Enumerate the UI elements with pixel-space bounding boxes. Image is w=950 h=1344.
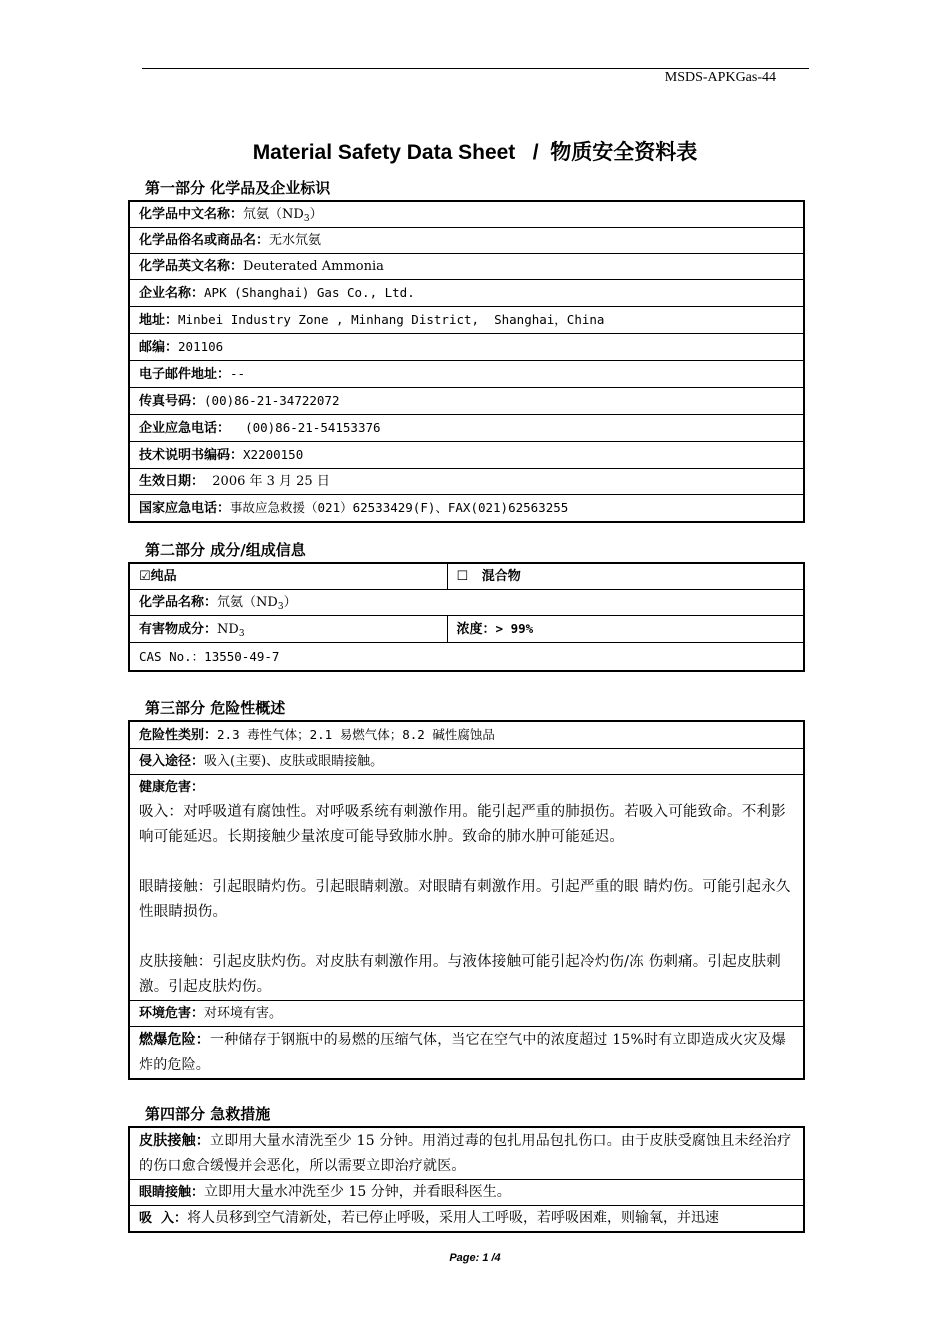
mixture-checkbox: ☐ 混合物: [456, 569, 521, 584]
subscript: 3: [277, 602, 284, 612]
table-row: [129, 563, 804, 590]
first-aid-eye-label: 眼睛接触：: [139, 1185, 205, 1200]
table-row: [129, 643, 804, 672]
table-row: [129, 1180, 804, 1206]
row-value: APK (Shanghai) Gas Co., Ltd.: [204, 285, 415, 300]
row-label: 企业名称：: [139, 286, 205, 301]
env-value: 对环境有害。: [204, 1006, 283, 1021]
route-value: 吸入(主要)、皮肤或眼睛接触。: [204, 754, 384, 769]
table-row: [129, 1027, 804, 1080]
hazard-category-label: 危险性类别：: [139, 728, 218, 743]
table-row: [129, 469, 804, 495]
row-label: 化学品俗名或商品名：: [139, 233, 270, 248]
row-label: 化学品中文名称：: [139, 207, 244, 222]
first-aid-skin-label: 皮肤接触：: [139, 1133, 210, 1149]
chem-name-value: 氘氨（ND: [217, 595, 278, 610]
row-value: X2200150: [243, 447, 304, 462]
table-row: [129, 1001, 804, 1027]
table-row: [129, 415, 804, 442]
health-inhalation: 吸入：对呼吸道有腐蚀性。对呼吸系统有刺激作用。能引起严重的肺损伤。若吸入可能致命。不利影响可能延迟。长期接触少量浓度可能导致肺水肿。致命的肺水肿可能延迟。: [139, 804, 786, 845]
table-row: [129, 721, 804, 749]
section2-title: 第二部分 成分/组成信息: [145, 541, 306, 559]
row-label: 生效日期：: [139, 474, 205, 489]
first-aid-eye-value: 立即用大量水冲洗至少 15 分钟，并看眼科医生。: [204, 1184, 511, 1200]
table-row: [129, 334, 804, 361]
table-row: [129, 254, 804, 280]
hazard-comp-label: 有害物成分：: [139, 621, 218, 637]
table-row: [129, 228, 804, 254]
first-aid-inhale-label: 吸 入：: [139, 1211, 188, 1226]
row-value: 201106: [178, 339, 224, 354]
row-label: 技术说明书编码：: [139, 448, 244, 463]
pure-checkbox: ☑纯品: [139, 569, 177, 584]
table-row: [129, 1127, 804, 1180]
row-label: 地址：: [139, 313, 179, 328]
row-value: 2006 年 3 月 25 日: [204, 474, 330, 489]
hazard-comp-value: ND: [217, 621, 239, 637]
page-number: Page: 1 /4: [449, 1252, 501, 1264]
row-value: --: [230, 366, 246, 381]
subscript: 3: [303, 214, 310, 224]
health-eye: 眼睛接触：引起眼睛灼伤。引起眼睛刺激。对眼睛有刺激作用。引起严重的眼 睛灼伤。可能引起永久性眼睛损伤。: [139, 879, 791, 920]
route-label: 侵入途径：: [139, 754, 205, 769]
table-row: [129, 749, 804, 775]
section1-title: 第一部分 化学品及企业标识: [145, 179, 331, 197]
table-row: [129, 590, 804, 616]
row-value: Deuterated Ammonia: [243, 259, 384, 274]
table-row: [129, 388, 804, 415]
table-row: [129, 442, 804, 469]
row-value: 无水氘氨: [269, 233, 322, 248]
cas-number: CAS No.：13550-49-7: [139, 648, 280, 664]
chem-name-label: 化学品名称：: [139, 595, 218, 610]
row-value-tail: ）: [309, 207, 323, 222]
fire-value: 一种储存于钢瓶中的易燃的压缩气体，当它在空气中的浓度超过 15%时有立即造成火灾及爆炸的危险。: [139, 1032, 786, 1073]
section4-table: [128, 1126, 805, 1233]
chem-name-tail: ）: [283, 595, 297, 610]
hazard-category-value: 2.3 毒性气体；2.1 易燃气体；8.2 碱性腐蚀品: [217, 727, 495, 742]
row-label: 国家应急电话：: [139, 501, 231, 516]
table-row: [129, 361, 804, 388]
row-label: 电子邮件地址：: [139, 367, 231, 382]
subscript: 3: [238, 628, 245, 639]
section4-title: 第四部分 急救措施: [145, 1105, 271, 1123]
fire-label: 燃爆危险：: [139, 1032, 210, 1048]
health-label: 健康危害：: [139, 780, 205, 795]
table-row: [129, 307, 804, 334]
row-value: Minbei Industry Zone , Minhang District, Shanghai，China: [178, 312, 605, 327]
document-title: Material Safety Data Sheet / 物质安全资料表: [252, 141, 698, 164]
table-row: [129, 495, 804, 523]
concentration-value: > 99%: [495, 621, 534, 636]
first-aid-skin-value: 立即用大量水清洗至少 15 分钟。用消过毒的包扎用品包扎伤口。由于皮肤受腐蚀且未经治疗的伤口愈合缓慢并会恶化，所以需要立即治疗就医。: [139, 1133, 792, 1174]
row-value: 事故应急救援（021）62533429(F)、FAX(021)62563255: [230, 500, 569, 515]
row-label: 企业应急电话：: [139, 421, 231, 436]
row-label: 化学品英文名称：: [139, 259, 244, 274]
section3-title: 第三部分 危险性概述: [145, 699, 286, 717]
table-row: [129, 201, 804, 228]
section3-table: [128, 720, 805, 1080]
table-row: [129, 775, 804, 1001]
health-skin: 皮肤接触：引起皮肤灼伤。对皮肤有刺激作用。与液体接触可能引起冷灼伤/冻 伤刺痛。引起皮肤刺激。引起皮肤灼伤。: [139, 954, 781, 995]
section2-table: [128, 562, 805, 672]
table-row: [129, 616, 804, 643]
row-value: (00)86-21-34722072: [204, 393, 340, 408]
row-value: 氘氨（ND: [243, 207, 304, 222]
header-rule: [142, 68, 809, 69]
first-aid-inhale-value: 将人员移到空气清新处，若已停止呼吸，采用人工呼吸，若呼吸困难，则输氧，并迅速: [187, 1210, 720, 1226]
table-row: [129, 280, 804, 307]
section1-table: [128, 200, 805, 523]
table-row: [129, 1206, 804, 1233]
env-label: 环境危害：: [139, 1006, 205, 1021]
concentration-label: 浓度：: [456, 622, 496, 637]
row-label: 邮编：: [139, 340, 179, 355]
row-label: 传真号码：: [139, 394, 205, 409]
row-value: (00)86-21-54153376: [230, 420, 381, 435]
document-code: MSDS-APKGas-44: [664, 70, 776, 85]
